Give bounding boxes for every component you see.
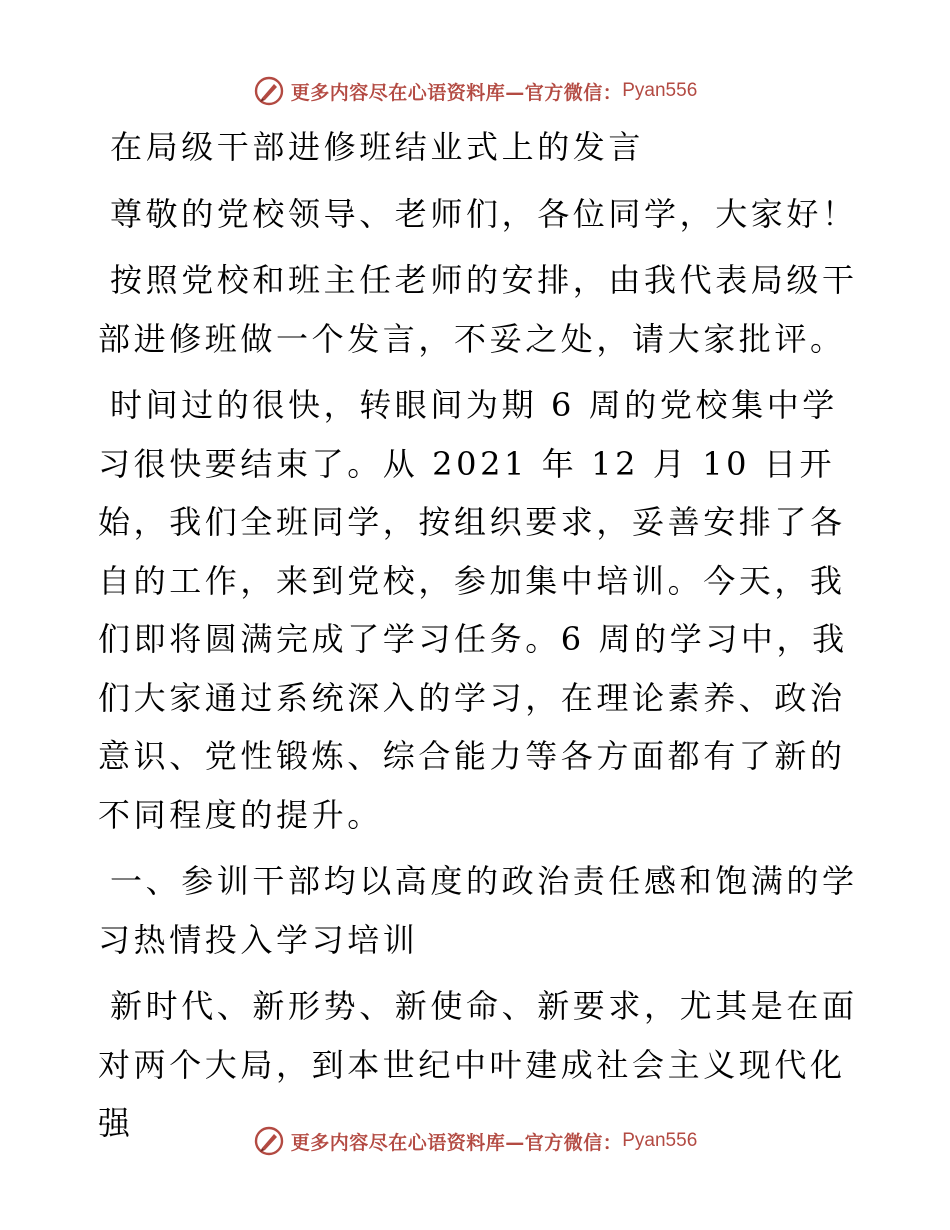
paragraph-1: 按照党校和班主任老师的安排，由我代表局级干部进修班做一个发言，不妥之处，请大家批评。 — [98, 261, 858, 358]
paragraph-2: 时间过的很快，转眼间为期 6 周的党校集中学习很快要结束了。从 2021 年 12 月 10 日开始，我们全班同学，按组织要求，妥善安排了各自的工作，来到党校，参加集中培训。今天，我们即将圆满完成了学习任务。6 周的学习中，我们大家通过系统深入的学习，在理论素养、政治意识、党性锻炼、综合能力等各方面都有了新的不同程度的提升。 — [98, 386, 848, 834]
footer-watermark — [0, 1121, 950, 1161]
document-body — [98, 118, 858, 1153]
pen-logo-icon — [253, 75, 285, 107]
watermark-wechat-id: Pyan556 — [622, 1130, 698, 1151]
watermark-text: 更多内容尽在心语资料库—官方微信： — [290, 1131, 623, 1154]
section-heading: 一、参训干部均以高度的政治责任感和饱满的学习热情投入学习培训 — [98, 862, 858, 959]
pen-logo-icon — [253, 1125, 285, 1157]
watermark-text: 更多内容尽在心语资料库—官方微信： — [290, 81, 623, 104]
header-watermark — [0, 71, 950, 111]
section-paragraph: 新时代、新形势、新使命、新要求，尤其是在面对两个大局，到本世纪中叶建成社会主义现代化强 — [98, 987, 858, 1142]
document-title: 在局级干部进修班结业式上的发言 — [110, 128, 645, 166]
watermark-wechat-id: Pyan556 — [622, 80, 698, 101]
greeting: 尊敬的党校领导、老师们，各位同学，大家好！ — [110, 194, 858, 233]
